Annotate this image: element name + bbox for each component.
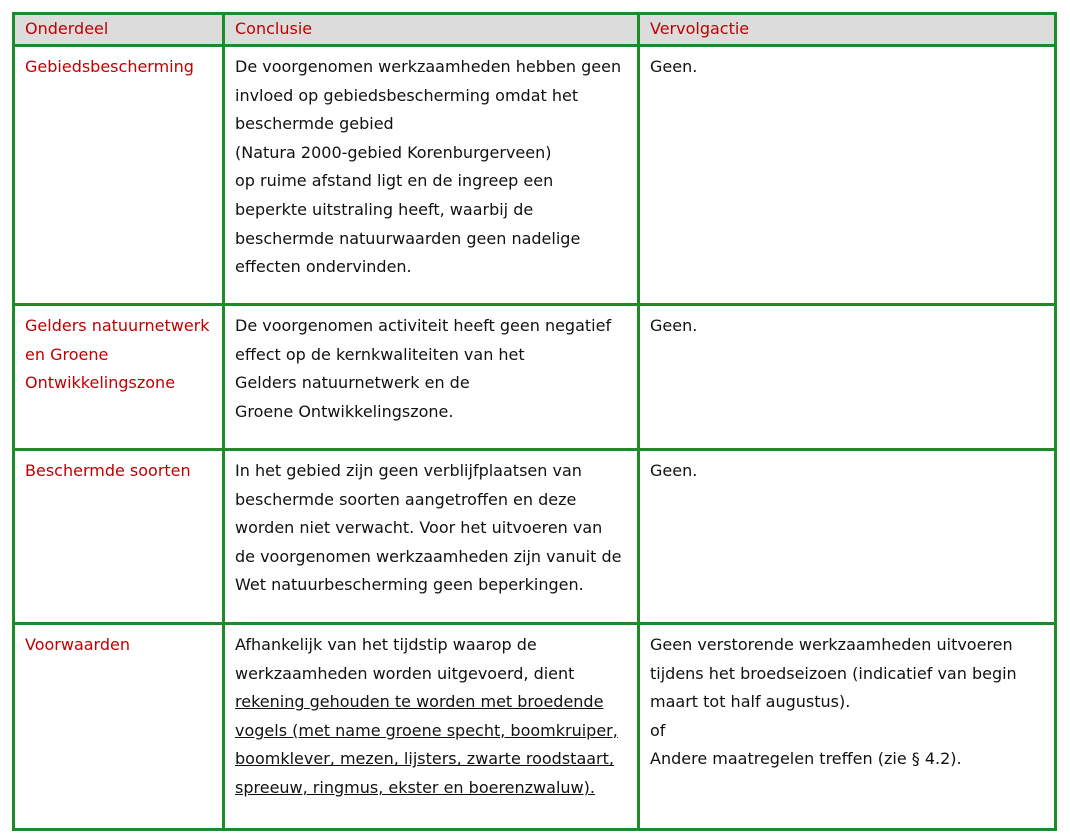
- cell-line: De voorgenomen activiteit heeft geen negatief: [235, 316, 612, 335]
- cell-line: of: [650, 720, 666, 740]
- cell-line: Voorwaarden: [25, 635, 130, 654]
- cell-vervolgactie: [639, 624, 1056, 830]
- cell-line: beschermde soorten aangetroffen en deze: [235, 489, 577, 509]
- cell-line: Wet natuurbescherming geen beperkingen.: [235, 575, 584, 595]
- cell-line: Gelders natuurnetwerk: [25, 316, 210, 335]
- cell-line: effect op de kernkwaliteiten van het: [235, 344, 525, 364]
- cell-line: beschermde natuurwaarden geen nadelige: [235, 228, 581, 248]
- cell-line: In het gebied zijn geen verblijfplaatsen van: [235, 461, 582, 480]
- header-onderdeel: Onderdeel: [14, 14, 224, 46]
- cell-conclusie: [224, 624, 639, 830]
- table-row: [14, 624, 1056, 830]
- table-row: [14, 450, 1056, 624]
- header-conclusie: Conclusie: [224, 14, 639, 46]
- cell-vervolgactie: [639, 46, 1056, 305]
- cell-onderdeel: [14, 305, 224, 450]
- cell-line: worden niet verwacht. Voor het uitvoeren van: [235, 518, 603, 538]
- cell-line: Groene Ontwikkelingszone.: [235, 401, 454, 421]
- table-header-row: [14, 14, 1056, 46]
- cell-line: op ruime afstand ligt en de ingreep een: [235, 171, 554, 191]
- cell-line: Andere maatregelen treffen (zie § 4.2).: [650, 749, 962, 769]
- cell-line: Gelders natuurnetwerk en de: [235, 373, 470, 393]
- cell-line: maart tot half augustus).: [650, 692, 851, 712]
- cell-onderdeel: [14, 46, 224, 305]
- cell-line: beschermde gebied: [235, 114, 394, 134]
- table-row: [14, 46, 1056, 305]
- cell-onderdeel: [14, 450, 224, 624]
- cell-line: Beschermde soorten: [25, 461, 191, 480]
- cell-line: effecten ondervinden.: [235, 257, 412, 277]
- cell-line: invloed op gebiedsbescherming omdat het: [235, 85, 579, 105]
- cell-line: Afhankelijk van het tijdstip waarop de: [235, 635, 537, 654]
- cell-line: Geen.: [650, 57, 698, 76]
- cell-line: (Natura 2000-gebied Korenburgerveen): [235, 142, 552, 162]
- cell-conclusie: [224, 46, 639, 305]
- cell-conclusie: [224, 450, 639, 624]
- cell-vervolgactie: [639, 450, 1056, 624]
- cell-line: rekening gehouden te worden met broedende: [235, 692, 604, 712]
- conclusion-table: [12, 12, 1057, 831]
- cell-line: vogels (met name groene specht, boomkruiper,: [235, 720, 618, 740]
- cell-line: Geen.: [650, 461, 698, 480]
- cell-line: Gebiedsbescherming: [25, 57, 194, 76]
- cell-line: Geen.: [650, 316, 698, 335]
- cell-line: Geen verstorende werkzaamheden uitvoeren: [650, 635, 1013, 654]
- cell-line: en Groene: [25, 344, 109, 364]
- table-row: [14, 305, 1056, 450]
- cell-conclusie: [224, 305, 639, 450]
- cell-line: beperkte uitstraling heeft, waarbij de: [235, 199, 534, 219]
- cell-vervolgactie: [639, 305, 1056, 450]
- cell-line: Ontwikkelingszone: [25, 373, 176, 393]
- cell-line: de voorgenomen werkzaamheden zijn vanuit de: [235, 546, 622, 566]
- cell-line: boomklever, mezen, lijsters, zwarte roodstaart,: [235, 749, 614, 769]
- cell-line: De voorgenomen werkzaamheden hebben geen: [235, 57, 622, 76]
- cell-onderdeel: [14, 624, 224, 830]
- header-vervolgactie: Vervolgactie: [639, 14, 1056, 46]
- cell-line: werkzaamheden worden uitgevoerd, dient: [235, 663, 575, 683]
- cell-line: tijdens het broedseizoen (indicatief van begin: [650, 663, 1017, 683]
- cell-line: spreeuw, ringmus, ekster en boerenzwaluw).: [235, 777, 595, 797]
